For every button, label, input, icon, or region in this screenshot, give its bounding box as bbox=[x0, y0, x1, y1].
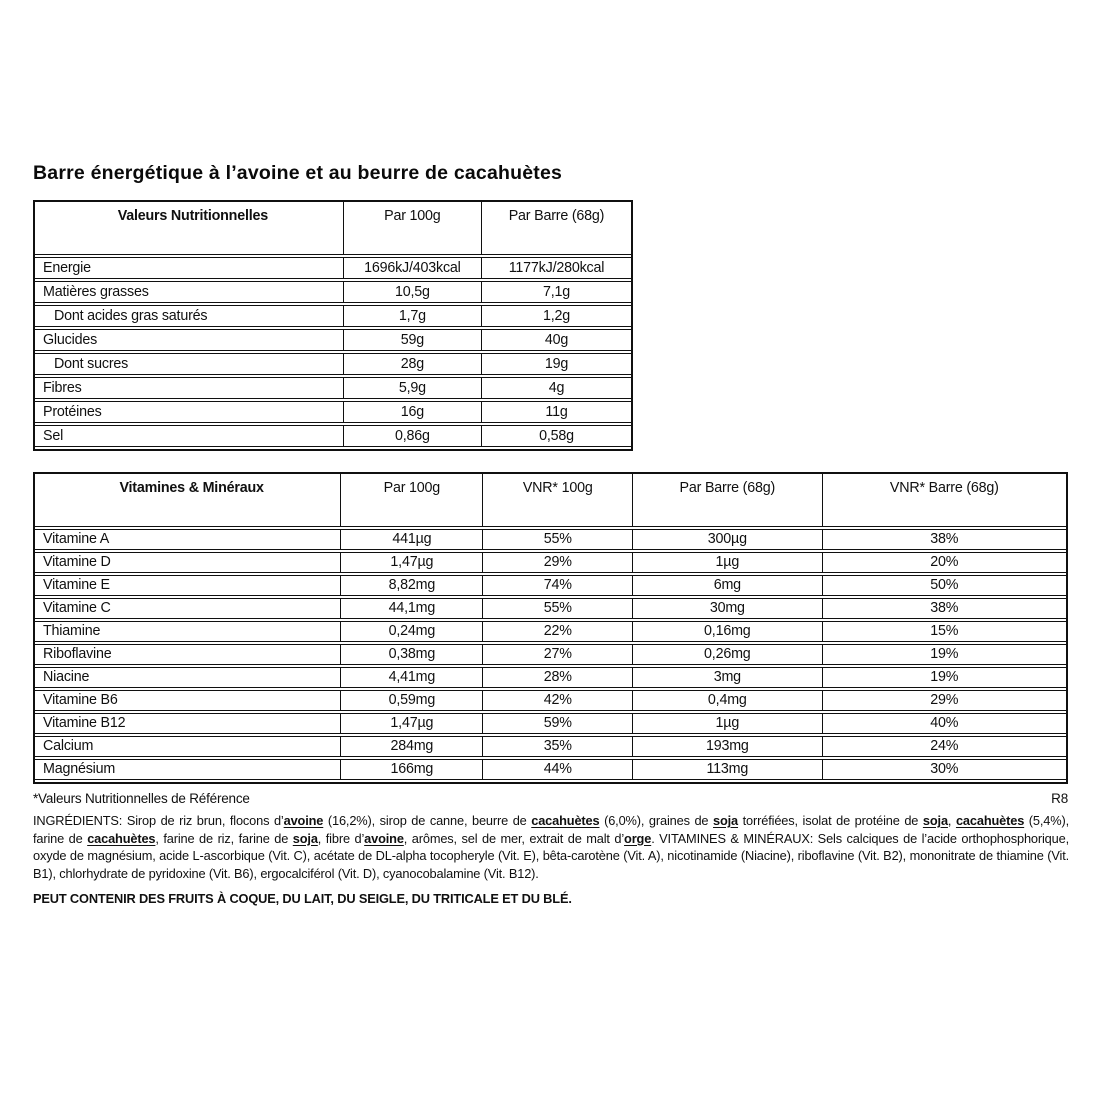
row-value: 29% bbox=[930, 692, 959, 709]
row-value: 1,7g bbox=[344, 306, 482, 327]
row-value: 300µg bbox=[633, 530, 823, 550]
row-value: 20% bbox=[930, 554, 959, 571]
product-title: Barre énergétique à l’avoine et au beurre de cacahuètes bbox=[33, 162, 563, 184]
table-row bbox=[35, 575, 1066, 597]
table-row bbox=[35, 736, 1066, 758]
row-value: 1696kJ/403kcal bbox=[344, 258, 482, 279]
table-row bbox=[35, 305, 631, 328]
row-value: 24% bbox=[930, 738, 959, 755]
row-value: 55% bbox=[483, 599, 632, 619]
row-label: Vitamine E bbox=[35, 576, 341, 596]
row-label: Thiamine bbox=[35, 622, 341, 642]
row-value: 50% bbox=[930, 577, 959, 594]
row-value: 10,5g bbox=[344, 282, 482, 303]
row-label: Vitamine A bbox=[35, 530, 341, 550]
row-value: 59g bbox=[344, 330, 482, 351]
nutrition-table-body bbox=[35, 257, 631, 448]
row-value: 16g bbox=[344, 402, 482, 423]
row-value: 19g bbox=[544, 355, 569, 372]
row-value: 30% bbox=[930, 761, 959, 778]
row-label: Protéines bbox=[35, 402, 344, 423]
header-par-barre: Par Barre (68g) bbox=[508, 208, 605, 224]
row-value: 166mg bbox=[341, 760, 483, 780]
header-par-barre: Par Barre (68g) bbox=[633, 474, 823, 526]
row-value: 19% bbox=[930, 646, 959, 663]
row-value: 44,1mg bbox=[341, 599, 483, 619]
header-vnr-100g: VNR* 100g bbox=[483, 474, 632, 526]
row-value: 0,38mg bbox=[341, 645, 483, 665]
table-row bbox=[35, 401, 631, 424]
row-value: 4,41mg bbox=[341, 668, 483, 688]
ingredients-text: INGRÉDIENTS: Sirop de riz brun, flocons d’avoine (16,2%), sirop de canne, beurre de cacahuètes (6,0%), graines de soja torréfiées, isolat de protéine de soja, cacahuètes (5,4%), farine de cacahuètes, farine de riz, farine de soja, fibre d’avoine, arômes, sel de mer, extrait de malt d’orge. VITAMINES & MINÉRAUX: Sels calciques de l’acide orthophosphorique, oxyde de magnésium, acide L-ascorbique (Vit. C), acétate de DL-alpha tocopheryle (Vit. E), bêta-carotène (Vit. A), nicotinamide (Niacine), riboflavine (Vit. B2), mononitrate de thiamine (Vit. B1), chlorhydrate de pyridoxine (Vit. B6), ergocalciférol (Vit. D), cyanocobalamine (Vit. B12). bbox=[33, 813, 1069, 881]
row-label: Dont acides gras saturés bbox=[35, 306, 344, 327]
reference-values-footnote: *Valeurs Nutritionnelles de Référence bbox=[33, 791, 250, 806]
row-value: 19% bbox=[930, 669, 959, 686]
row-label: Vitamine B12 bbox=[35, 714, 341, 734]
table-row bbox=[35, 257, 631, 280]
row-value: 40% bbox=[930, 715, 959, 732]
row-label: Dont sucres bbox=[35, 354, 344, 375]
row-value: 40g bbox=[544, 331, 569, 348]
table-row bbox=[35, 425, 631, 448]
row-value: 0,59mg bbox=[341, 691, 483, 711]
table-row bbox=[35, 552, 1066, 574]
row-label: Energie bbox=[35, 258, 344, 279]
table-row bbox=[35, 621, 1066, 643]
row-value: 284mg bbox=[341, 737, 483, 757]
row-value: 4g bbox=[548, 379, 565, 396]
row-value: 3mg bbox=[633, 668, 823, 688]
row-value: 11g bbox=[545, 403, 568, 420]
row-value: 1,47µg bbox=[341, 714, 483, 734]
row-label: Vitamine D bbox=[35, 553, 341, 573]
row-value: 35% bbox=[483, 737, 632, 757]
row-value: 1,47µg bbox=[341, 553, 483, 573]
row-value: 113mg bbox=[633, 760, 823, 780]
ingredients-section bbox=[33, 812, 1069, 906]
row-value: 7,1g bbox=[542, 283, 570, 300]
row-value: 0,26mg bbox=[633, 645, 823, 665]
table-row bbox=[35, 690, 1066, 712]
row-value: 30mg bbox=[633, 599, 823, 619]
row-value: 0,16mg bbox=[633, 622, 823, 642]
row-value: 441µg bbox=[341, 530, 483, 550]
row-value: 28% bbox=[483, 668, 632, 688]
row-value: 38% bbox=[930, 600, 959, 617]
table-row bbox=[35, 529, 1066, 551]
table-row bbox=[35, 667, 1066, 689]
vitamins-table-body bbox=[35, 529, 1066, 781]
header-par-100g: Par 100g bbox=[341, 474, 483, 526]
row-value: 29% bbox=[483, 553, 632, 573]
row-value: 15% bbox=[930, 623, 959, 640]
table-row bbox=[35, 377, 631, 400]
row-value: 42% bbox=[483, 691, 632, 711]
row-value: 28g bbox=[344, 354, 482, 375]
row-label: Fibres bbox=[35, 378, 344, 399]
row-value: 22% bbox=[483, 622, 632, 642]
nutrition-table-header bbox=[35, 202, 631, 255]
table-row bbox=[35, 353, 631, 376]
row-value: 1µg bbox=[633, 714, 823, 734]
header-vitamines-mineraux: Vitamines & Minéraux bbox=[35, 474, 341, 526]
row-label: Magnésium bbox=[35, 760, 341, 780]
row-value: 1177kJ/280kcal bbox=[508, 259, 605, 276]
header-vnr-barre: VNR* Barre (68g) bbox=[889, 480, 999, 496]
table-row bbox=[35, 759, 1066, 781]
row-label: Riboflavine bbox=[35, 645, 341, 665]
allergen-warning: PEUT CONTENIR DES FRUITS À COQUE, DU LAIT, DU SEIGLE, DU TRITICALE ET DU BLÉ. bbox=[33, 891, 572, 907]
row-value: 74% bbox=[483, 576, 632, 596]
row-value: 193mg bbox=[633, 737, 823, 757]
row-label: Glucides bbox=[35, 330, 344, 351]
row-value: 8,82mg bbox=[341, 576, 483, 596]
row-value: 0,58g bbox=[539, 427, 574, 444]
row-value: 0,86g bbox=[344, 426, 482, 447]
vitamins-minerals-table bbox=[33, 472, 1068, 784]
revision-code: R8 bbox=[1051, 791, 1068, 806]
row-value: 55% bbox=[483, 530, 632, 550]
row-value: 38% bbox=[930, 531, 959, 548]
nutrition-facts-table bbox=[33, 200, 633, 451]
table-row bbox=[35, 281, 631, 304]
row-value: 27% bbox=[483, 645, 632, 665]
row-label: Matières grasses bbox=[35, 282, 344, 303]
row-label: Niacine bbox=[35, 668, 341, 688]
row-value: 0,4mg bbox=[633, 691, 823, 711]
row-value: 1µg bbox=[633, 553, 823, 573]
vitamins-table-header bbox=[35, 474, 1066, 527]
row-value: 5,9g bbox=[344, 378, 482, 399]
row-label: Calcium bbox=[35, 737, 341, 757]
header-valeurs-nutritionnelles: Valeurs Nutritionnelles bbox=[35, 202, 344, 254]
table-row bbox=[35, 329, 631, 352]
row-value: 44% bbox=[483, 760, 632, 780]
row-value: 59% bbox=[483, 714, 632, 734]
footnote-row bbox=[33, 791, 1068, 806]
table-row bbox=[35, 644, 1066, 666]
row-value: 1,2g bbox=[542, 307, 570, 324]
row-label: Vitamine B6 bbox=[35, 691, 341, 711]
row-label: Vitamine C bbox=[35, 599, 341, 619]
row-label: Sel bbox=[35, 426, 344, 447]
row-value: 0,24mg bbox=[341, 622, 483, 642]
row-value: 6mg bbox=[633, 576, 823, 596]
table-row bbox=[35, 713, 1066, 735]
header-par-100g: Par 100g bbox=[344, 202, 482, 254]
table-row bbox=[35, 598, 1066, 620]
